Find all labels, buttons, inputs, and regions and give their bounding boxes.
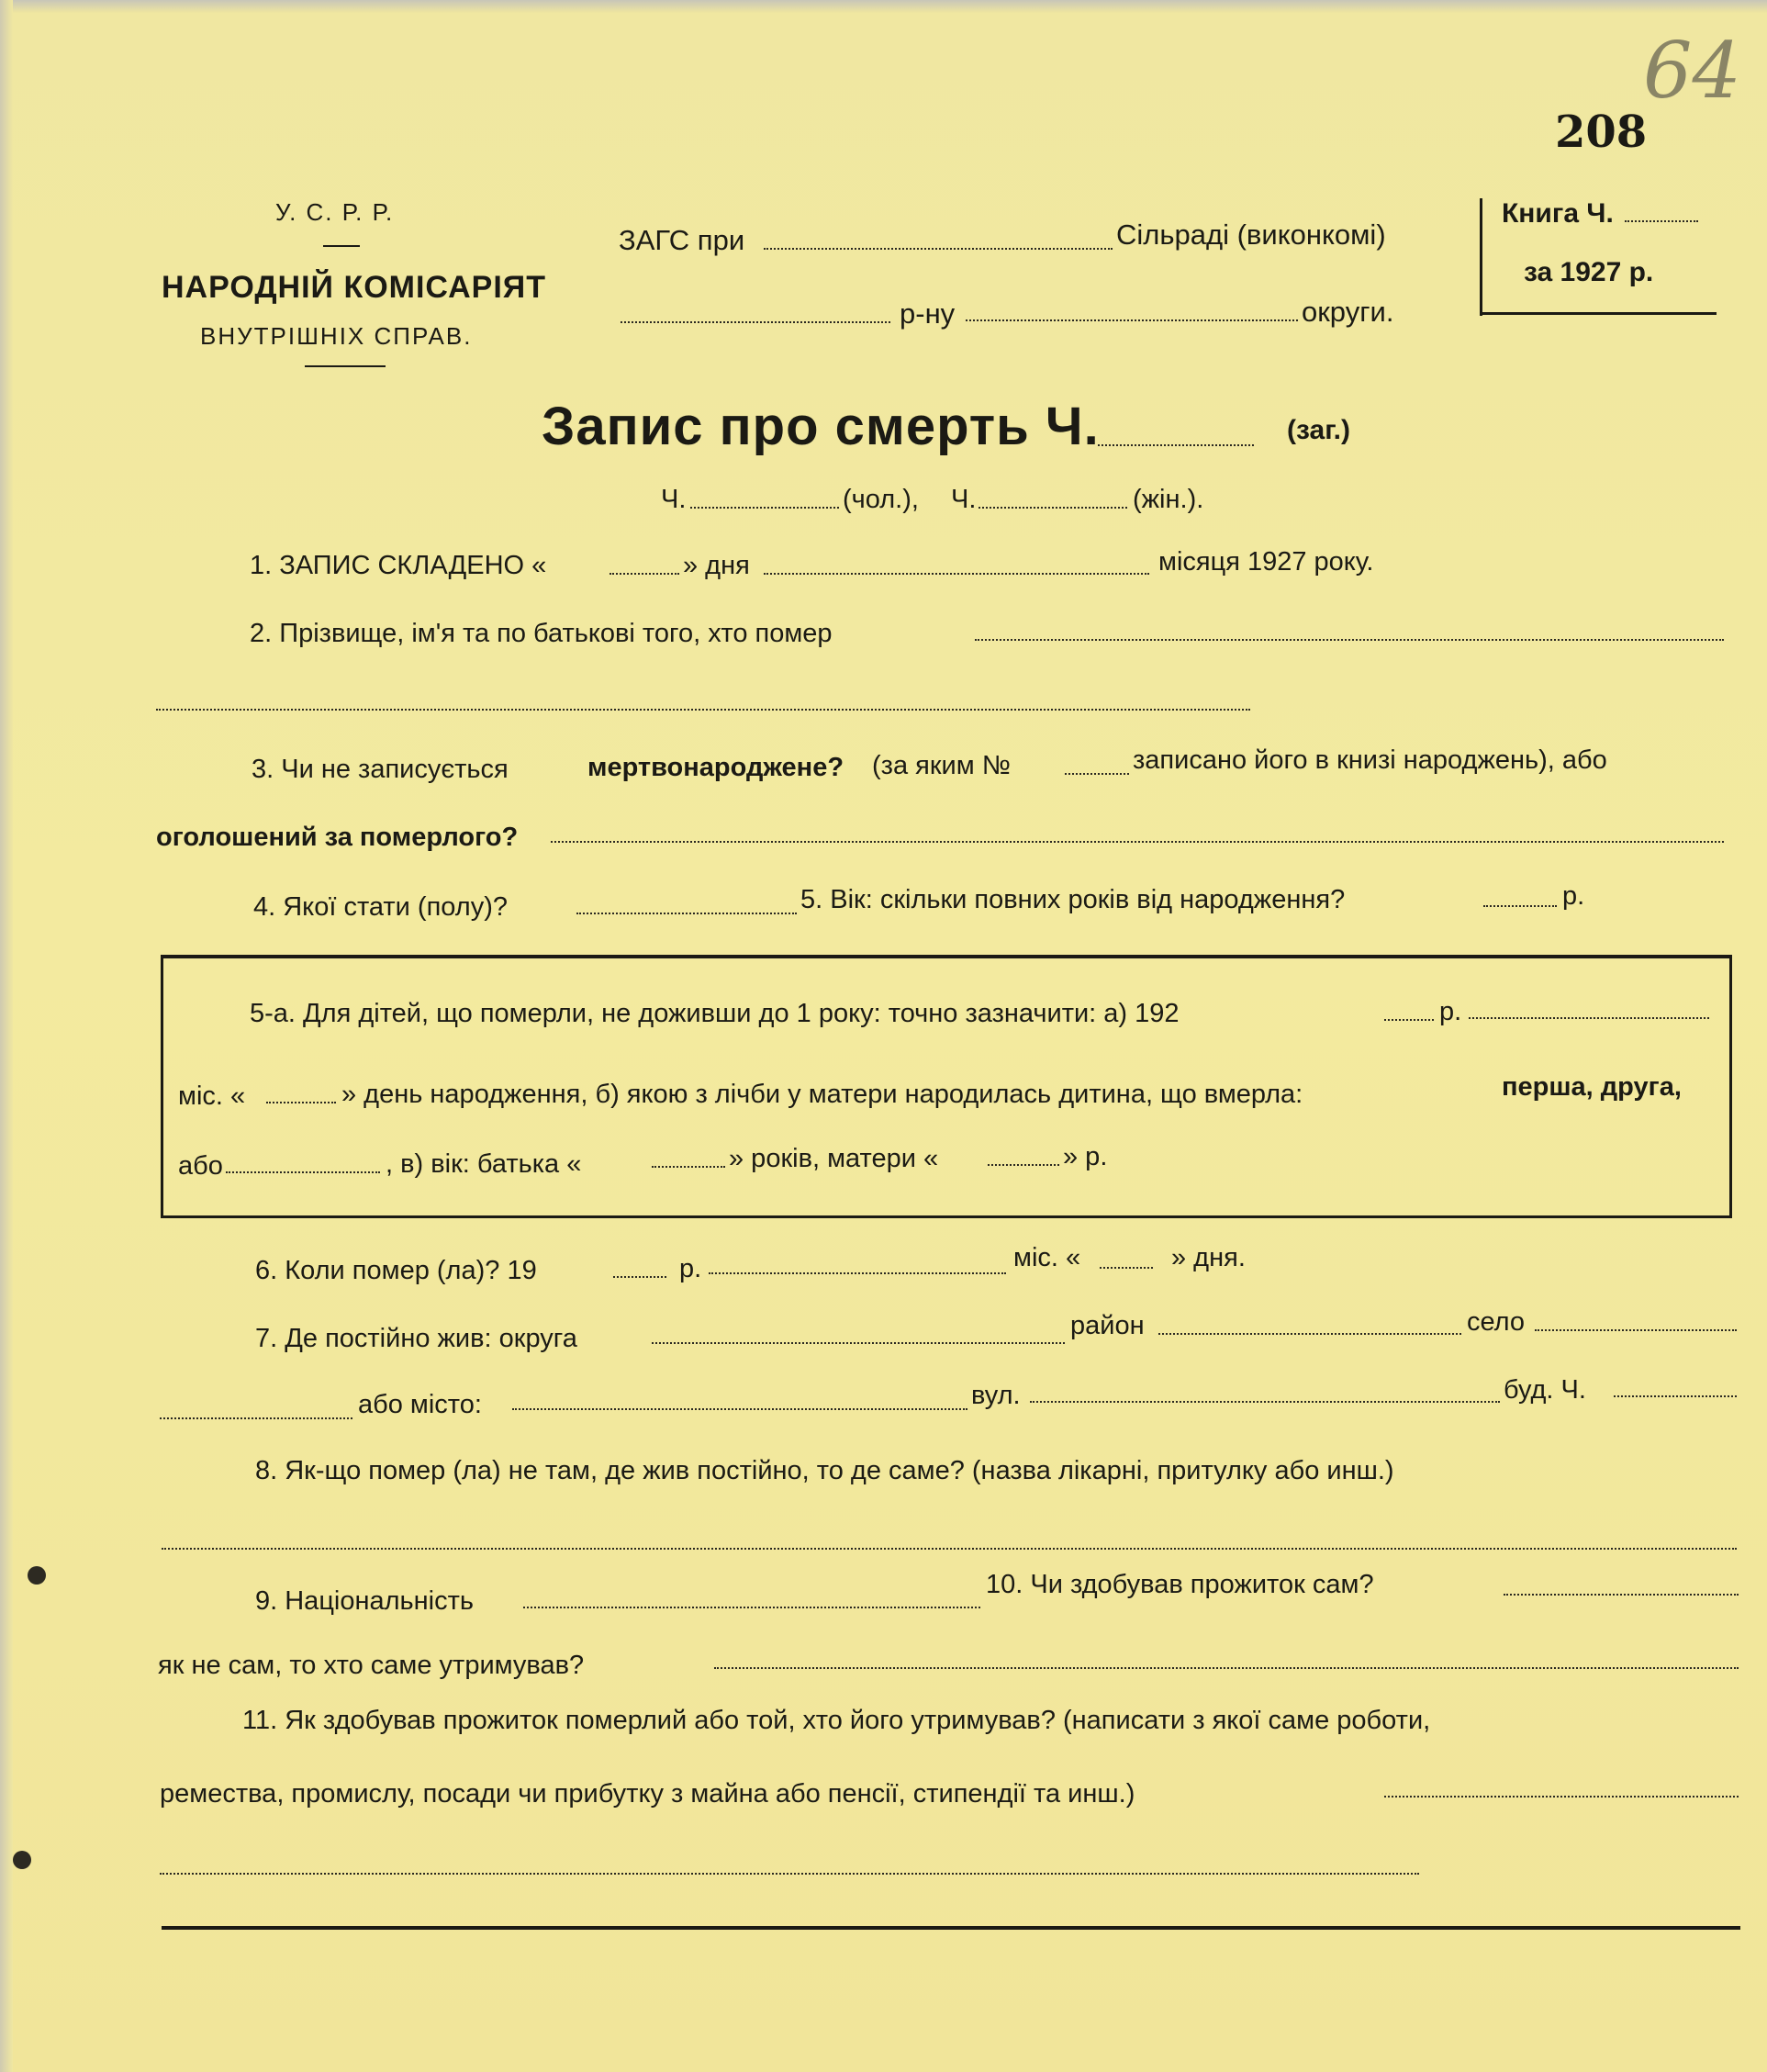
field-7-street-label: вул.	[971, 1381, 1021, 1410]
field-5a-line2-mid: » день народження, б) якою з лічби у матери народилась дитина, що вмерла:	[341, 1080, 1303, 1109]
field-3-label: 3. Чи не записується	[252, 755, 509, 784]
field-5a-day[interactable]	[266, 1102, 336, 1103]
field-5-age[interactable]	[1483, 905, 1557, 907]
field-5a-father-label: , в) вік: батька «	[386, 1149, 582, 1179]
field-5a-father-age[interactable]	[652, 1166, 725, 1168]
field-6-day[interactable]	[1100, 1267, 1153, 1269]
handwritten-archive-number: 64	[1643, 26, 1741, 116]
field-9-label: 9. Національність	[255, 1586, 475, 1616]
binder-hole	[28, 1566, 46, 1585]
field-4-label: 4. Якої стати (полу)?	[253, 892, 508, 922]
male-number-field[interactable]	[690, 507, 839, 509]
field-6-day-label: » дня.	[1171, 1243, 1246, 1272]
field-7-district[interactable]	[1158, 1333, 1461, 1335]
field-3-answer[interactable]	[551, 841, 1724, 843]
general-label: (заг.)	[1287, 415, 1351, 445]
book-box-bottom	[1480, 312, 1717, 315]
field-3-stillborn: мертвонароджене?	[587, 753, 844, 782]
paper-edge-top	[0, 0, 1767, 13]
page-number-stamp: 208	[1555, 106, 1648, 158]
field-5a-year-unit: р.	[1439, 997, 1462, 1026]
field-3-number-label: (за яким №	[872, 751, 1011, 780]
book-box-left	[1480, 198, 1482, 316]
female-label: (жін.).	[1133, 485, 1204, 514]
field-6-year[interactable]	[613, 1276, 666, 1278]
field-3-number[interactable]	[1065, 773, 1129, 775]
field-7-okrug[interactable]	[652, 1342, 1065, 1344]
okrug-label: округи.	[1302, 296, 1394, 328]
district-field[interactable]	[621, 321, 890, 323]
book-label: Книга Ч.	[1502, 198, 1614, 229]
binder-hole	[13, 1851, 31, 1869]
field-1-year-label: місяця 1927 року.	[1158, 547, 1374, 577]
okrug-field[interactable]	[966, 319, 1298, 321]
field-8-place[interactable]	[162, 1548, 1737, 1550]
district-label: р-ну	[900, 297, 956, 330]
field-3-rest: записано його в книзі народжень), або	[1133, 745, 1607, 775]
field-5a-mother-age[interactable]	[988, 1164, 1059, 1166]
commissariat-title: НАРОДНІЙ КОМІСАРІЯТ	[162, 270, 546, 305]
field-2-label: 2. Прізвище, ім'я та по батькові того, хто помер	[250, 619, 833, 648]
field-11-occupation-cont[interactable]	[160, 1873, 1419, 1875]
field-2-name-cont[interactable]	[156, 709, 1250, 711]
field-5a-line1: 5-а. Для дітей, що померли, не доживши до 1 року: точно зазначити: а) 192	[250, 999, 1180, 1028]
zags-field[interactable]	[764, 248, 1113, 250]
male-number-prefix: Ч.	[661, 485, 687, 514]
field-1-day[interactable]	[610, 573, 679, 575]
field-5-unit: р.	[1562, 881, 1585, 911]
female-number-prefix: Ч.	[951, 485, 977, 514]
field-2-name[interactable]	[975, 639, 1724, 641]
paper-edge-left	[0, 0, 13, 2072]
field-7-label: 7. Де постійно жив: округа	[255, 1324, 577, 1353]
field-7-village-cont[interactable]	[160, 1417, 352, 1419]
field-4-sex[interactable]	[576, 913, 797, 914]
book-number-field[interactable]	[1625, 220, 1698, 222]
field-7-house-label: буд. Ч.	[1504, 1375, 1586, 1405]
field-7-city-label: або місто:	[358, 1390, 482, 1419]
field-5a-line2-start: міс. «	[178, 1081, 246, 1111]
form-title: Запис про смерть Ч.	[542, 397, 1100, 456]
field-9-nationality[interactable]	[523, 1607, 980, 1608]
field-5a-mother-label: » років, матери «	[729, 1144, 939, 1173]
field-7-house[interactable]	[1614, 1395, 1737, 1397]
bottom-rule	[162, 1926, 1740, 1930]
field-7-village-label: село	[1467, 1307, 1526, 1337]
header-dash	[323, 245, 360, 247]
female-number-field[interactable]	[979, 507, 1127, 509]
field-7-district-label: район	[1070, 1311, 1145, 1340]
field-8-label: 8. Як-що помер (ла) не там, де жив постійно, то де саме? (назва лікарні, притулку або инш.)	[255, 1456, 1394, 1485]
field-10-self[interactable]	[1504, 1594, 1739, 1596]
field-3-declared-dead: оголошений за померлого?	[156, 823, 519, 852]
field-6-month-label: міс. «	[1013, 1243, 1081, 1272]
field-1-label: 1. ЗАПИС СКЛАДЕНО «	[250, 551, 547, 580]
field-1-month[interactable]	[764, 573, 1149, 575]
header-rule	[305, 365, 386, 367]
zags-prefix: ЗАГС при	[619, 224, 745, 256]
book-year: за 1927 р.	[1524, 257, 1654, 287]
field-5a-year[interactable]	[1384, 1019, 1434, 1021]
department-label: ВНУТРІШНІХ СПРАВ.	[200, 322, 473, 350]
field-5-label: 5. Вік: скільки повних років від народження?	[800, 885, 1346, 914]
record-number-field[interactable]	[1098, 444, 1254, 446]
field-11-label: 11. Як здобував прожиток померлий або той, хто його утримував? (написати з якої саме роботи,	[242, 1706, 1431, 1735]
republic-label: У. С. Р. Р.	[275, 198, 395, 226]
field-5a-order-other[interactable]	[226, 1171, 380, 1173]
field-5a-date[interactable]	[1469, 1017, 1709, 1019]
field-7-village[interactable]	[1535, 1329, 1737, 1331]
field-10-label: 10. Чи здобував прожиток сам?	[986, 1570, 1374, 1599]
field-5a-birth-order: перша, друга,	[1502, 1072, 1682, 1102]
field-6-year-unit: р.	[679, 1254, 702, 1283]
field-5a-line3-start: або	[178, 1151, 223, 1181]
field-10-support-label: як не сам, то хто саме утримував?	[158, 1651, 585, 1680]
field-6-label: 6. Коли помер (ла)? 19	[255, 1256, 537, 1285]
field-7-street[interactable]	[1030, 1401, 1500, 1403]
field-6-month[interactable]	[709, 1272, 1006, 1274]
field-11-occupation[interactable]	[1384, 1796, 1739, 1798]
field-11-label-cont: ремества, промислу, посади чи прибутку з майна або пенсії, стипендії та инш.)	[160, 1779, 1135, 1809]
council-label: Сільраді (виконкомі)	[1116, 218, 1386, 251]
male-label: (чол.),	[843, 485, 919, 514]
field-7-city[interactable]	[512, 1408, 967, 1410]
field-10-supporter[interactable]	[714, 1667, 1739, 1669]
field-5a-mother-unit: » р.	[1063, 1142, 1108, 1171]
field-1-day-label: » дня	[683, 551, 750, 580]
